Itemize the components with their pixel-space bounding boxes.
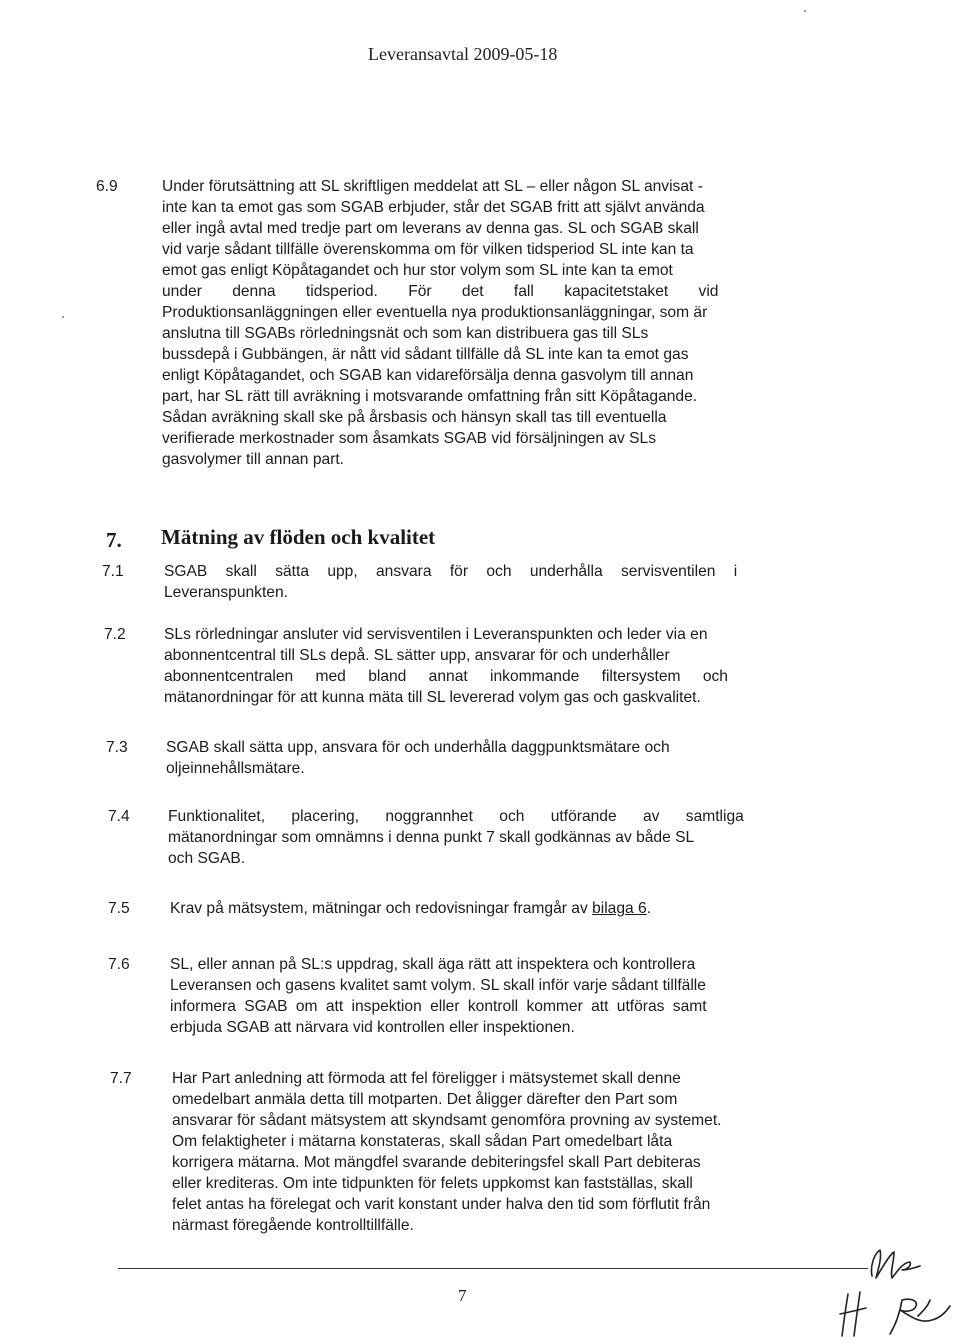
section-heading: Mätning av flöden och kvalitet (161, 525, 436, 549)
section-body (172, 1068, 832, 1236)
text-line: bussdepå i Gubbängen, är nått vid sådant tillfälle då SL inte kan ta emot gas (162, 346, 689, 363)
bilaga-6-link[interactable]: bilaga 6 (592, 900, 647, 917)
text-line: vid varje sådant tillfälle överenskomma om för vilken tidsperiod SL inte kan ta (162, 241, 694, 258)
text-line: Har Part anledning att förmoda att fel föreligger i mätsystemet skall denne (172, 1070, 681, 1087)
section-body (166, 737, 826, 779)
text-line: inte kan ta emot gas som SGAB erbjuder, står det SGAB fritt att självt använda (162, 199, 705, 216)
text-line: under denna tidsperiod. För det fall kapacitetstaket vid (162, 283, 719, 300)
text-line: informera SGAB om att inspektion eller kontroll kommer att utföras samt (170, 998, 707, 1015)
text-line: Leveransen och gasens kvalitet samt volym. SL skall inför varje sådant tillfälle (170, 977, 706, 994)
section-body (170, 898, 830, 919)
section-number: 7.7 (110, 1070, 132, 1087)
text-line: gasvolymer till annan part. (162, 451, 345, 468)
text-line: SGAB skall sätta upp, ansvara för och underhålla daggpunktsmätare och (166, 739, 670, 756)
text-line: Produktionsanläggningen eller eventuella nya produktionsanläggningar, som är (162, 304, 708, 321)
section-number: 7.6 (108, 956, 130, 973)
text-line: Om felaktigheter i mätarna konstateras, skall sådan Part omedelbart låta (172, 1133, 673, 1150)
text-line: omedelbart anmäla detta till motparten. Det åligger därefter den Part som (172, 1091, 678, 1108)
scan-speck (62, 316, 64, 318)
text-line: mätanordningar för att kunna mäta till SL levererad volym gas och gaskvalitet. (164, 689, 701, 706)
footer-divider (118, 1268, 868, 1269)
text-line: emot gas enligt Köpåtagandet och hur stor volym som SL inte kan ta emot (162, 262, 673, 279)
page-number: 7 (458, 1286, 467, 1305)
text-line: anslutna till SGABs rörledningsnät och som kan distribuera gas till SLs (162, 325, 649, 342)
section-body (164, 624, 824, 708)
section-number: 7.5 (108, 900, 130, 917)
text-line: ansvarar för sådant mätsystem att skyndsamt genomföra provning av systemet. (172, 1112, 722, 1129)
text-line: abonnentcentral till SLs depå. SL sätter upp, ansvarar för och underhåller (164, 647, 670, 664)
text-line: oljeinnehållsmätare. (166, 760, 305, 777)
text-line: eller ingå avtal med tredje part om leverans av denna gas. SL och SGAB skall (162, 220, 699, 237)
document-header-title: Leveransavtal 2009-05-18 (368, 44, 558, 64)
text-line: part, har SL rätt till avräkning i motsvarande omfattning från sitt Köpåtagande. (162, 388, 698, 405)
text-line: erbjuda SGAB att närvara vid kontrollen eller inspektionen. (170, 1019, 575, 1036)
text-line: Krav på mätsystem, mätningar och redovisningar framgår av (170, 900, 593, 917)
text-line: Under förutsättning att SL skriftligen meddelat att SL – eller någon SL anvisat - (162, 178, 703, 195)
section-number: 7.4 (108, 808, 130, 825)
text-line: mätanordningar som omnämns i denna punkt 7 skall godkännas av både SL (168, 829, 695, 846)
section-body (162, 176, 822, 470)
text-line: och SGAB. (168, 850, 246, 867)
text-line: Funktionalitet, placering, noggrannhet och utförande av samtliga (168, 808, 744, 825)
section-body (168, 806, 828, 869)
text-line: närmast föregående kontrolltillfälle. (172, 1217, 414, 1234)
text-line: SGAB skall sätta upp, ansvara för och underhålla servisventilen i (164, 563, 738, 580)
section-number: 7.1 (102, 563, 124, 580)
text-line: Leveranspunkten. (164, 584, 288, 601)
section-body (164, 561, 824, 603)
section-number: 7.3 (106, 739, 128, 756)
text-line: korrigera mätarna. Mot mängdfel svarande debiteringsfel skall Part debiteras (172, 1154, 701, 1171)
text-punctuation: . (646, 900, 652, 917)
scan-speck (804, 10, 806, 12)
text-line: SL, eller annan på SL:s uppdrag, skall äga rätt att inspektera och kontrollera (170, 956, 696, 973)
section-number: 7.2 (104, 626, 126, 643)
section-body (170, 954, 830, 1038)
text-line: enligt Köpåtagandet, och SGAB kan vidareförsälja denna gasvolym till annan (162, 367, 694, 384)
text-line: felet antas ha förelegat och varit konstant under halva den tid som förflutit från (172, 1196, 711, 1213)
text-line: eller krediteras. Om inte tidpunkten för felets uppkomst kan fastställas, skall (172, 1175, 693, 1192)
text-line: SLs rörledningar ansluter vid servisventilen i Leveranspunkten och leder via en (164, 626, 708, 643)
text-line: abonnentcentralen med bland annat inkommande filtersystem och (164, 668, 728, 685)
text-line: verifierade merkostnader som åsamkats SGAB vid försäljningen av SLs (162, 430, 657, 447)
section-number: 6.9 (96, 178, 118, 195)
heading-number: 7. (106, 528, 122, 552)
text-line: Sådan avräkning skall ske på årsbasis och hänsyn skall tas till eventuella (162, 409, 667, 426)
handwritten-initials-icon (820, 1240, 960, 1340)
